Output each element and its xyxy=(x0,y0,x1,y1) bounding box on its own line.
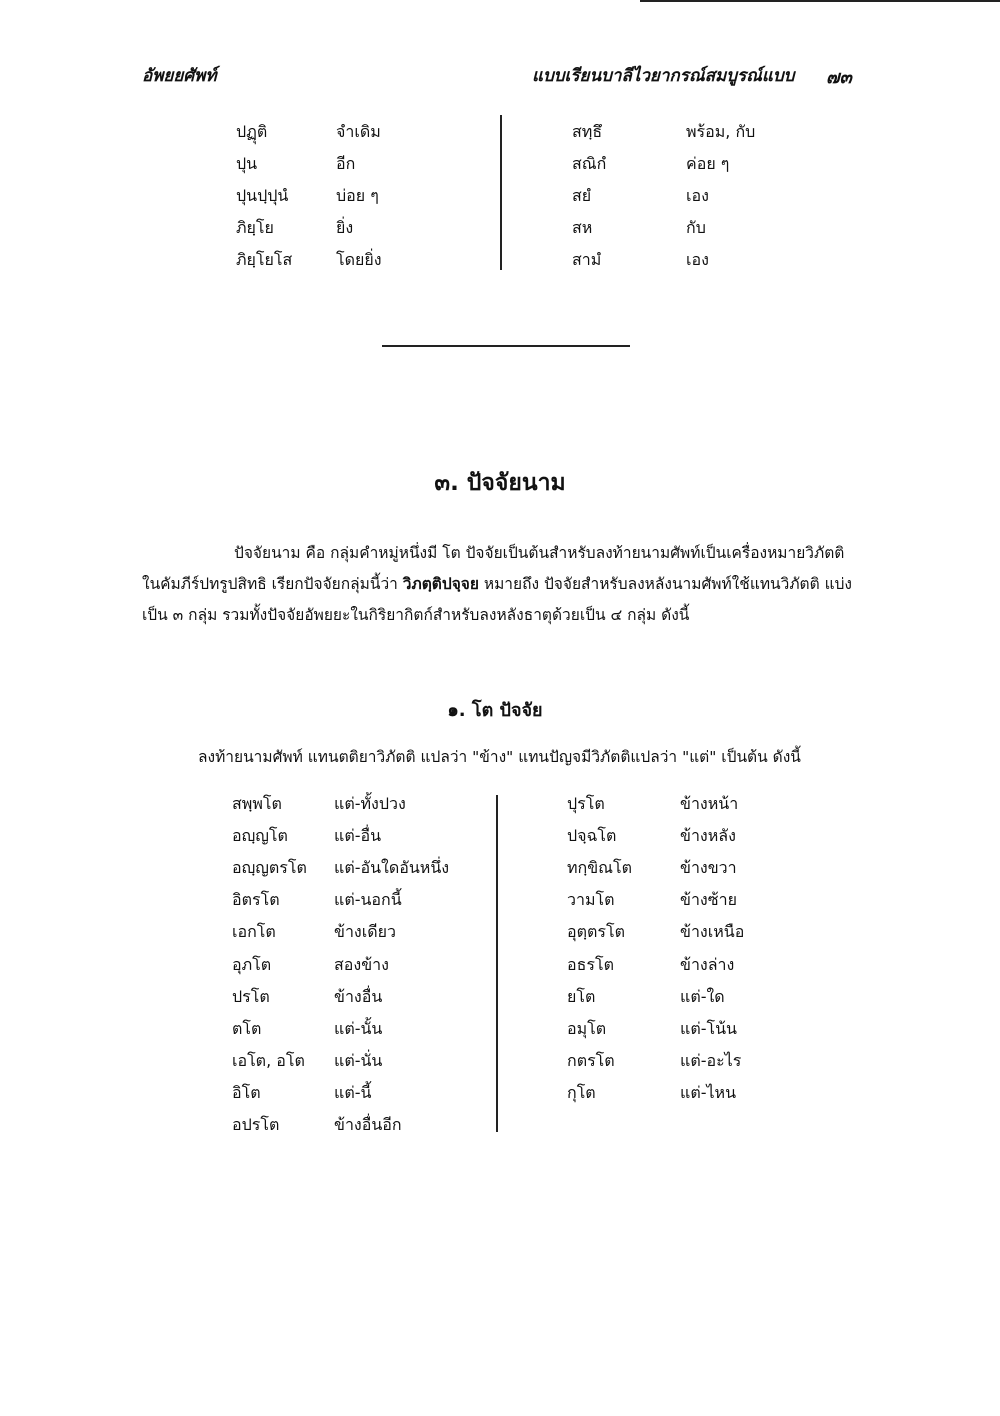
meaning: อีก xyxy=(336,154,356,173)
term: ยโต xyxy=(567,987,596,1006)
meaning: แต่-นอกนี้ xyxy=(334,890,402,909)
paragraph-line-1: ปัจจัยนาม คือ กลุ่มคำหมู่หนึ่งมี โต ปัจจัยเป็นต้นสำหรับลงท้ายนามศัพท์เป็นเครื่องหมายวิภัตติ xyxy=(234,544,845,562)
term: อิตรโต xyxy=(232,890,280,909)
term: กตรโต xyxy=(567,1051,615,1070)
paragraph-bold-term: วิภตฺติปจฺจย xyxy=(402,575,479,593)
term: เอโต, อโต xyxy=(232,1051,305,1070)
term: ปจฺฉโต xyxy=(567,826,617,845)
meaning: ค่อย ๆ xyxy=(686,154,730,173)
top-table-column-divider xyxy=(500,115,502,270)
term: อมุโต xyxy=(567,1019,607,1038)
meaning: พร้อม, กับ xyxy=(686,122,756,141)
meaning: ข้างหลัง xyxy=(680,826,736,845)
term: ตโต xyxy=(232,1019,262,1038)
term: อุตฺตรโต xyxy=(567,922,625,941)
section-divider xyxy=(382,345,630,347)
meaning: ข้างล่าง xyxy=(680,955,735,974)
term: อปรโต xyxy=(232,1115,280,1134)
term: อธรโต xyxy=(567,955,614,974)
meaning: เอง xyxy=(686,186,709,205)
meaning: แต่-ใด xyxy=(680,987,725,1006)
term: ปุน xyxy=(236,154,258,173)
to-table-column-divider xyxy=(496,795,498,1132)
meaning: แต่-อื่น xyxy=(334,826,382,845)
meaning: ยิ่ง xyxy=(336,218,354,237)
meaning: ข้างอื่น xyxy=(334,987,383,1006)
meaning: ข้างซ้าย xyxy=(680,890,737,909)
meaning: แต่-อันใดอันหนึ่ง xyxy=(334,858,450,877)
meaning: จำเดิม xyxy=(336,122,381,141)
term: ทกฺขิณโต xyxy=(567,858,632,877)
term: ปุนปฺปุนํ xyxy=(236,186,289,205)
term: อญฺญตรโต xyxy=(232,858,307,877)
meaning: ข้างเดียว xyxy=(334,922,396,941)
running-header-right: แบบเรียนบาลีไวยากรณ์สมบูรณ์แบบ xyxy=(532,66,795,86)
meaning: แต่-ทั้งปวง xyxy=(334,794,406,813)
top-edge-rule xyxy=(640,0,1000,2)
paragraph-line-3: เป็น ๓ กลุ่ม รวมทั้งปัจจัยอัพยยะในกิริยากิตก์สำหรับลงหลังธาตุด้วยเป็น ๔ กลุ่ม ดังนี้ xyxy=(142,606,690,624)
term: สห xyxy=(572,218,593,237)
running-header-left: อัพยยศัพท์ xyxy=(142,66,217,86)
term: ปรโต xyxy=(232,987,270,1006)
term: สพฺพโต xyxy=(232,794,282,813)
meaning: แต่-ไหน xyxy=(680,1083,737,1102)
term: ปุรโต xyxy=(567,794,605,813)
page-number: ๗๓ xyxy=(826,67,852,88)
meaning: กับ xyxy=(686,218,706,237)
meaning: แต่-นี้ xyxy=(334,1083,372,1102)
meaning: ข้างเหนือ xyxy=(680,922,745,941)
meaning: เอง xyxy=(686,250,709,269)
paragraph-text: ในคัมภีร์ปทรูปสิทธิ เรียกปัจจัยกลุ่มนี้ว่า xyxy=(142,575,403,593)
term: อิโต xyxy=(232,1083,261,1102)
section-title: ๓. ปัจจัยนาม xyxy=(434,470,566,496)
term: สยํ xyxy=(572,186,592,205)
term: สทฺธึ xyxy=(572,122,603,141)
term: สามํ xyxy=(572,250,602,269)
meaning: สองข้าง xyxy=(334,955,389,974)
term: ปฏุติ xyxy=(236,122,268,141)
meaning: แต่-โน้น xyxy=(680,1019,737,1038)
term: กุโต xyxy=(567,1083,596,1102)
subsection-description: ลงท้ายนามศัพท์ แทนตติยาวิภัตติ แปลว่า "ข้าง" แทนปัญจมีวิภัตติแปลว่า "แต่" เป็นต้น ดังนี้ xyxy=(198,748,801,766)
term: สณิกํ xyxy=(572,154,607,173)
meaning: แต่-นั่น xyxy=(334,1051,383,1070)
meaning: ข้างหน้า xyxy=(680,794,739,813)
meaning: ข้างอื่นอีก xyxy=(334,1115,402,1134)
term: ภิยฺโย xyxy=(236,218,274,237)
term: อญฺญโต xyxy=(232,826,288,845)
subsection-title: ๑. โต ปัจจัย xyxy=(447,700,543,721)
term: วามโต xyxy=(567,890,615,909)
meaning: แต่-อะไร xyxy=(680,1051,742,1070)
meaning: ข้างขวา xyxy=(680,858,737,877)
meaning: โดยยิ่ง xyxy=(336,250,382,269)
term: ภิยฺโยโส xyxy=(236,250,293,269)
meaning: แต่-นั้น xyxy=(334,1019,383,1038)
paragraph-text: หมายถึง ปัจจัยสำหรับลงหลังนามศัพท์ใช้แทนวิภัตติ แบ่ง xyxy=(478,575,853,593)
term: เอกโต xyxy=(232,922,276,941)
paragraph-line-2 xyxy=(142,571,852,596)
meaning: บ่อย ๆ xyxy=(336,186,379,205)
term: อุภโต xyxy=(232,955,272,974)
